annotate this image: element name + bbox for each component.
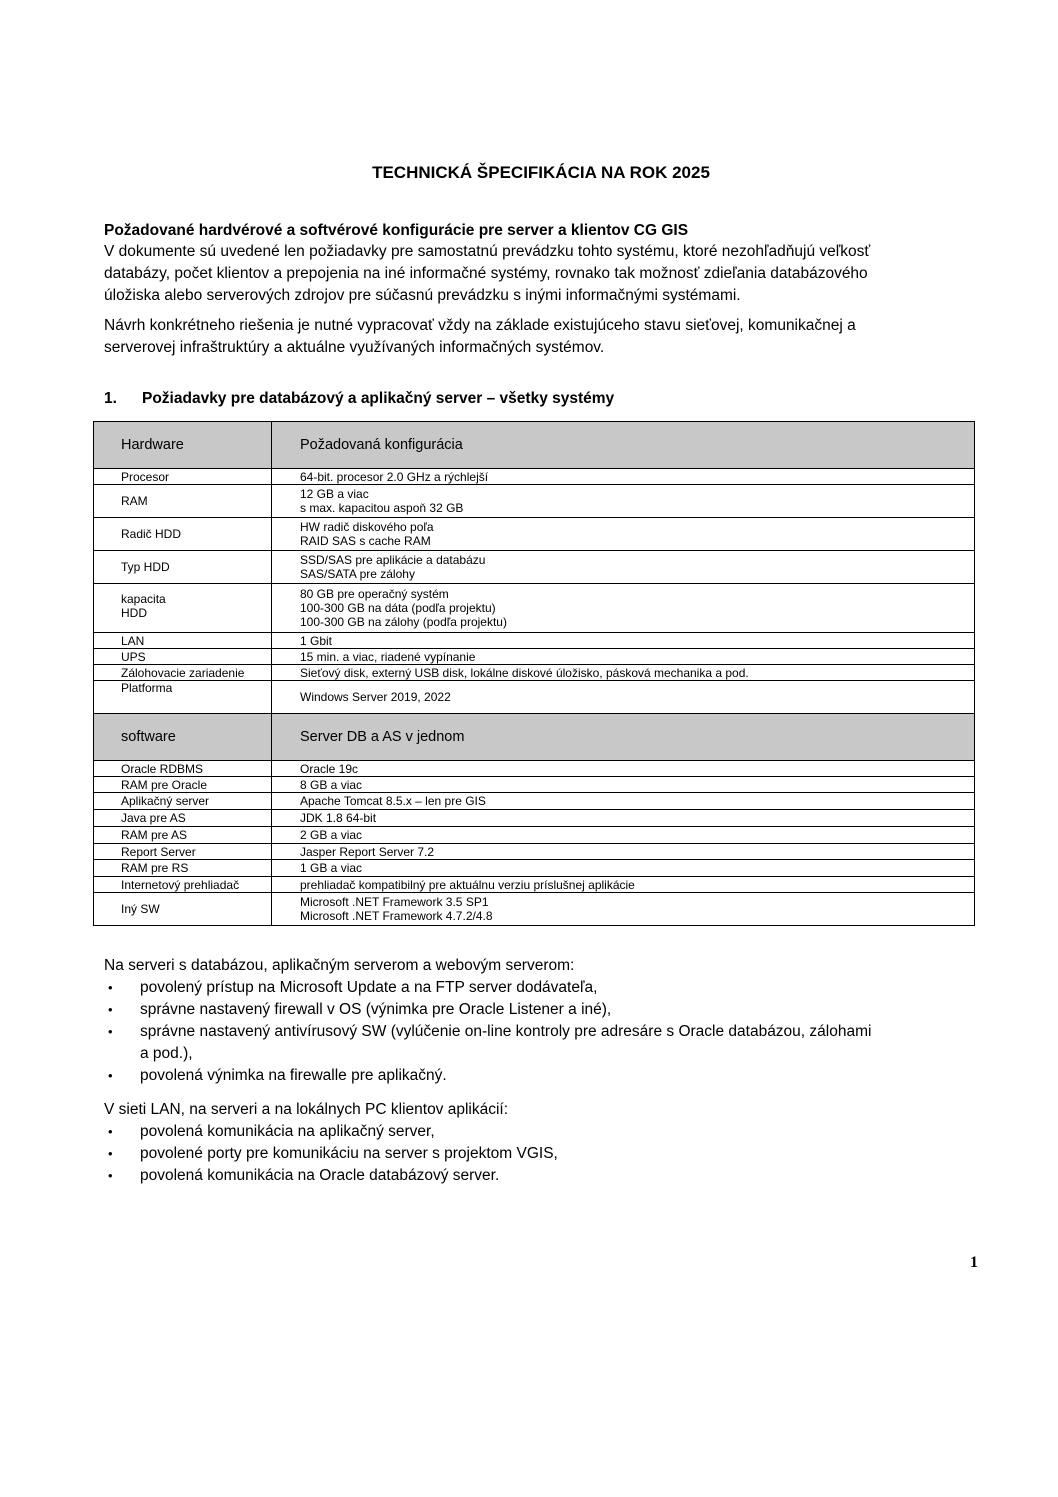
- list-item: • správne nastavený firewall v OS (výnimka pre Oracle Listener a iné),: [104, 999, 984, 1021]
- table-cell-value: 15 min. a viac, riadené vypínanie: [272, 649, 975, 665]
- list-item: • správne nastavený antivírusový SW (vylúčenie on-line kontroly pre adresáre s Oracle databázou, zálohami a pod.),: [108, 1023, 872, 1062]
- list-item: • povolený prístup na Microsoft Update a na FTP server dodávateľa,: [104, 977, 984, 999]
- table-cell-label: RAM: [94, 485, 272, 518]
- lan-list: [104, 1121, 984, 1187]
- table-cell-value: prehliadač kompatibilný pre aktuálnu verziu príslušnej aplikácie: [272, 877, 975, 893]
- table-header-cell-value: Server DB a AS v jednom: [272, 714, 975, 761]
- table-row: [94, 551, 975, 584]
- table-header-cell-label: Hardware: [94, 422, 272, 469]
- table-cell-label: RAM pre RS: [94, 860, 272, 877]
- table-cell-label: LAN: [94, 633, 272, 649]
- table-row: [94, 810, 975, 827]
- table-row: [94, 649, 975, 665]
- section-title: Požiadavky pre databázový a aplikačný server – všetky systémy: [142, 390, 615, 407]
- list-item: • povolená komunikácia na Oracle databázový server.: [104, 1165, 984, 1187]
- page-number: 1: [970, 1254, 978, 1271]
- bullet-icon: •: [108, 1068, 113, 1083]
- table-cell-label: Internetový prehliadač: [94, 877, 272, 893]
- table-row: [94, 469, 975, 485]
- table-cell-value: Windows Server 2019, 2022: [272, 681, 975, 714]
- table-cell-value: HW radič diskového poľa RAID SAS s cache RAM: [272, 518, 975, 551]
- table-cell-label: Aplikačný server: [94, 793, 272, 810]
- table-cell-label: Iný SW: [94, 893, 272, 926]
- table-cell-value: SSD/SAS pre aplikácie a databázu SAS/SATA pre zálohy: [272, 551, 975, 584]
- list-item: • povolená výnimka na firewalle pre aplikačný.: [104, 1065, 984, 1087]
- table-cell-value: Sieťový disk, externý USB disk, lokálne diskové úložisko, pásková mechanika a pod.: [272, 665, 975, 681]
- table-row: [94, 777, 975, 793]
- table-cell-value: 64-bit. procesor 2.0 GHz a rýchlejší: [272, 469, 975, 485]
- intro-line-3: úložiska alebo serverových zdrojov pre súčasnú prevádzku s inými informačnými systémami.: [104, 287, 741, 304]
- table-row: [94, 584, 975, 633]
- table-cell-label: Typ HDD: [94, 551, 272, 584]
- table-row: [94, 827, 975, 844]
- table-cell-value: Oracle 19c: [272, 761, 975, 777]
- table-row: [94, 860, 975, 877]
- bullet-icon: •: [108, 1024, 113, 1039]
- table-cell-value: 2 GB a viac: [272, 827, 975, 844]
- table-cell-label: kapacita HDD: [94, 584, 272, 633]
- table-software-header-row: [94, 714, 975, 761]
- table-row: [94, 793, 975, 810]
- table-row: [94, 877, 975, 893]
- table-cell-label: Platforma: [94, 681, 272, 714]
- intro-line-2: databázy, počet klientov a prepojenia na iné informačné systémy, rovnako tak možnosť zdieľania databázového: [104, 265, 868, 282]
- table-cell-value: 1 GB a viac: [272, 860, 975, 877]
- table-cell-value: 80 GB pre operačný systém 100-300 GB na dáta (podľa projektu) 100-300 GB na zálohy (podľa projektu): [272, 584, 975, 633]
- table-cell-label: Report Server: [94, 844, 272, 860]
- table-header-row: [94, 422, 975, 469]
- table-cell-value: 12 GB a viac s max. kapacitou aspoň 32 GB: [272, 485, 975, 518]
- table-row: [94, 893, 975, 926]
- server-list-intro: Na serveri s databázou, aplikačným serverom a webovým serverom:: [104, 957, 575, 974]
- table-row: [94, 665, 975, 681]
- section-number: 1.: [104, 390, 117, 407]
- table-header-cell-value: Požadovaná konfigurácia: [272, 422, 975, 469]
- table-cell-label: Radič HDD: [94, 518, 272, 551]
- table-cell-label: Procesor: [94, 469, 272, 485]
- intro-para2-line-2: serverovej infraštruktúry a aktuálne využívaných informačných systémov.: [104, 339, 605, 356]
- table-row: [94, 633, 975, 649]
- intro-heading: Požadované hardvérové a softvérové konfigurácie pre server a klientov CG GIS: [104, 222, 689, 239]
- table-cell-label: Java pre AS: [94, 810, 272, 827]
- table-cell-label: RAM pre Oracle: [94, 777, 272, 793]
- table-cell-value: JDK 1.8 64-bit: [272, 810, 975, 827]
- table-cell-label: UPS: [94, 649, 272, 665]
- table-cell-value: 8 GB a viac: [272, 777, 975, 793]
- table-row: [94, 518, 975, 551]
- intro-line-1: V dokumente sú uvedené len požiadavky pre samostatnú prevádzku tohto systému, ktoré nezohľadňujú veľkosť: [104, 243, 871, 260]
- bullet-icon: •: [108, 1146, 113, 1161]
- bullet-icon: •: [108, 980, 113, 995]
- table-row: [94, 681, 975, 714]
- intro-para2-line-1: Návrh konkrétneho riešenia je nutné vypracovať vždy na základe existujúceho stavu sieťovej, komunikačnej a: [104, 317, 856, 334]
- server-list: [104, 977, 984, 1087]
- table-cell-value: 1 Gbit: [272, 633, 975, 649]
- table-cell-value: Jasper Report Server 7.2: [272, 844, 975, 860]
- lan-list-intro: V sieti LAN, na serveri a na lokálnych PC klientov aplikácií:: [104, 1101, 509, 1118]
- table-cell-label: Oracle RDBMS: [94, 761, 272, 777]
- table-header-cell-label: software: [94, 714, 272, 761]
- document-title: TECHNICKÁ ŠPECIFIKÁCIA NA ROK 2025: [372, 163, 710, 182]
- table-cell-value: Microsoft .NET Framework 3.5 SP1 Microsoft .NET Framework 4.7.2/4.8: [272, 893, 975, 926]
- bullet-icon: •: [108, 1168, 113, 1183]
- list-item: • povolené porty pre komunikáciu na server s projektom VGIS,: [104, 1143, 984, 1165]
- table-row: [94, 761, 975, 777]
- bullet-icon: •: [108, 1002, 113, 1017]
- table-row: [94, 844, 975, 860]
- bullet-icon: •: [108, 1124, 113, 1139]
- table-cell-label: Zálohovacie zariadenie: [94, 665, 272, 681]
- table-cell-label: RAM pre AS: [94, 827, 272, 844]
- list-item: • povolená komunikácia na aplikačný server,: [104, 1121, 984, 1143]
- spec-table: [93, 421, 975, 926]
- table-row: [94, 485, 975, 518]
- table-cell-value: Apache Tomcat 8.5.x – len pre GIS: [272, 793, 975, 810]
